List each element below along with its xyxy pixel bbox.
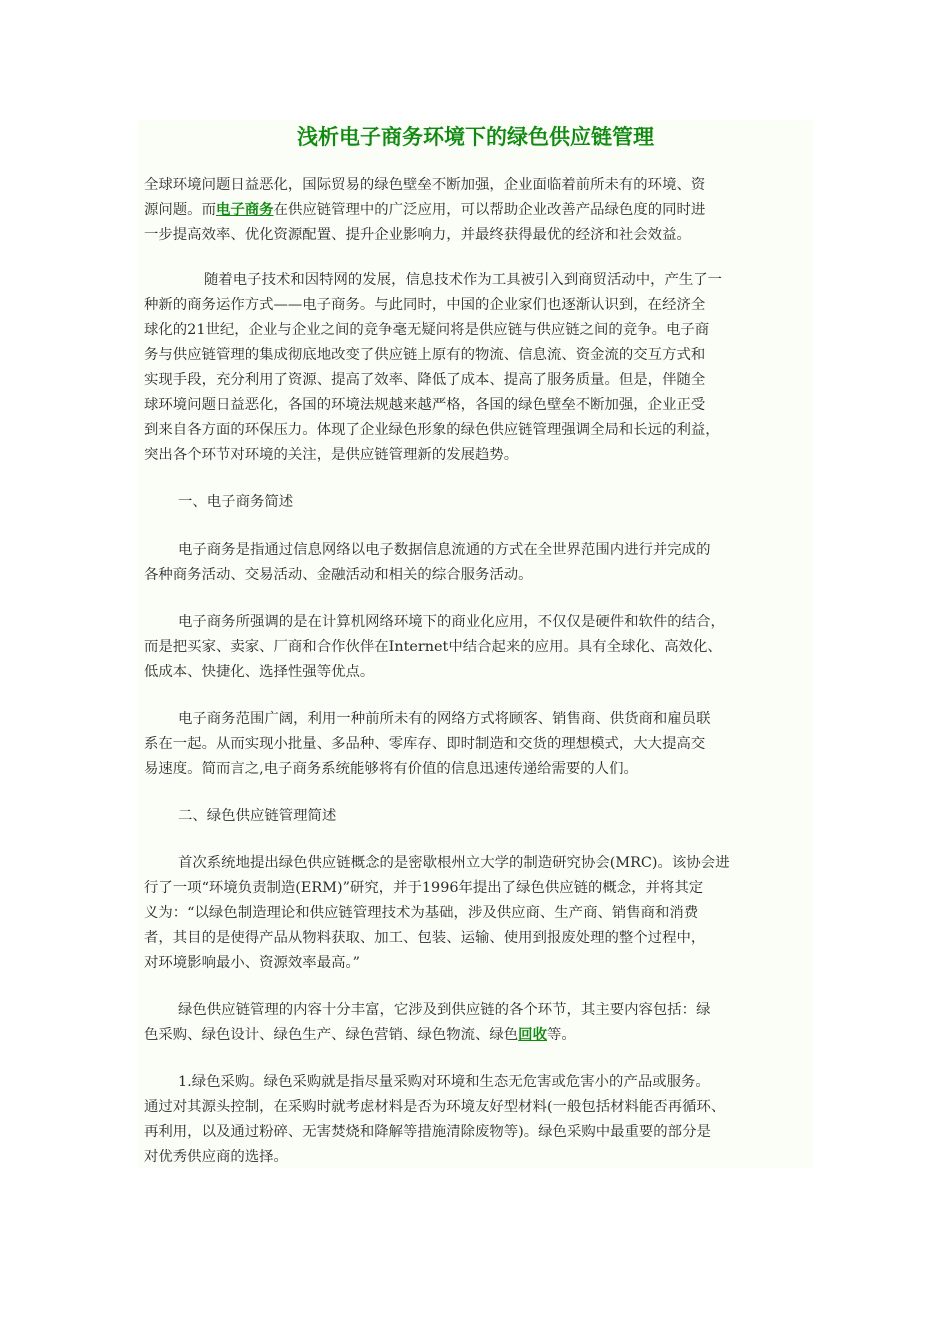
intro-text: 在供应链管理中的广泛应用，可以帮助企业改善产品绿色度的同时进 xyxy=(273,202,706,218)
paragraph-line: 电子商务范围广阔，利用一种前所未有的网络方式将顾客、销售商、供货商和雇员联 xyxy=(178,711,711,727)
paragraph-line: 电子商务是指通过信息网络以电子数据信息流通的方式在全世界范围内进行并完成的 xyxy=(178,542,711,558)
intro-line: 一步提高效率、优化资源配置、提升企业影响力，并最终获得最优的经济和社会效益。 xyxy=(144,227,691,243)
intro-text: 源问题。而 xyxy=(144,202,216,218)
paragraph-line: 种新的商务运作方式——电子商务。与此同时，中国的企业家们也逐渐认识到，在经济全 xyxy=(144,297,706,313)
paragraph-line: 行了一项“环境负责制造(ERM)”研究，并于1996年提出了绿色供应链的概念，并将其定 xyxy=(144,880,704,896)
paragraph-line: 随着电子技术和因特网的发展，信息技术作为工具被引入到商贸活动中，产生了一 xyxy=(204,272,723,288)
section-heading: 一、电子商务简述 xyxy=(178,494,294,510)
paragraph-line: 对优秀供应商的选择。 xyxy=(144,1149,288,1165)
paragraph-text: 等。 xyxy=(546,1027,576,1043)
paragraph-line: 球化的21世纪，企业与企业之间的竞争毫无疑问将是供应链与供应链之间的竞争。电子商 xyxy=(144,322,710,338)
paragraph-line: 通过对其源头控制，在采购时就考虑材料是否为环境友好型材料(一般包括材料能否再循环、 xyxy=(144,1099,726,1115)
recycling-link[interactable]: 回收 xyxy=(518,1027,547,1043)
paragraph-line: 首次系统地提出绿色供应链概念的是密歇根州立大学的制造研究协会(MRC)。该协会进 xyxy=(178,855,730,871)
paragraph-line: 务与供应链管理的集成彻底地改变了供应链上原有的物流、信息流、资金流的交互方式和 xyxy=(144,347,706,363)
paragraph-line: 到来自各方面的环保压力。体现了企业绿色形象的绿色供应链管理强调全局和长远的利益， xyxy=(144,422,720,438)
paragraph-line: 再利用，以及通过粉碎、无害焚烧和降解等措施清除废物等)。绿色采购中最重要的部分是 xyxy=(144,1124,711,1140)
paragraph-line: 者，其目的是使得产品从物料获取、加工、包装、运输、使用到报废处理的整个过程中， xyxy=(144,930,706,946)
paragraph-line: 系在一起。从而实现小批量、多品种、零库存、即时制造和交货的理想模式，大大提高交 xyxy=(144,736,706,752)
paragraph-line: 绿色供应链管理的内容十分丰富，它涉及到供应链的各个环节，其主要内容包括：绿 xyxy=(178,1002,711,1018)
page-title: 浅析电子商务环境下的绿色供应链管理 xyxy=(297,125,654,149)
intro-line xyxy=(144,200,705,220)
paragraph-text: 色采购、绿色设计、绿色生产、绿色营销、绿色物流、绿色 xyxy=(144,1027,519,1043)
paragraph-line: 球环境问题日益恶化，各国的环境法规越来越严格，各国的绿色壁垒不断加强，企业正受 xyxy=(144,397,706,413)
paragraph-line: 突出各个环节对环境的关注，是供应链管理新的发展趋势。 xyxy=(144,447,519,463)
paragraph-line: 低成本、快捷化、选择性强等优点。 xyxy=(144,664,375,680)
paragraph-line: 对环境影响最小、资源效率最高。” xyxy=(144,955,361,971)
section-heading: 二、绿色供应链管理简述 xyxy=(178,808,337,824)
paragraph-line: 而是把买家、卖家、厂商和合作伙伴在Internet中结合起来的应用。具有全球化、高效化、 xyxy=(144,639,722,655)
paragraph-line: 易速度。简而言之,电子商务系统能够将有价值的信息迅速传递给需要的人们。 xyxy=(144,761,638,777)
paragraph-line: 1.绿色采购。绿色采购就是指尽量采购对环境和生态无危害或危害小的产品或服务。 xyxy=(178,1074,710,1090)
ecommerce-link[interactable]: 电子商务 xyxy=(215,202,274,218)
paragraph-line: 义为：“以绿色制造理论和供应链管理技术为基础，涉及供应商、生产商、销售商和消费 xyxy=(144,905,699,921)
paragraph-line xyxy=(144,1025,576,1045)
intro-line: 全球环境问题日益恶化，国际贸易的绿色壁垒不断加强，企业面临着前所未有的环境、资 xyxy=(144,177,706,193)
paragraph-line: 各种商务活动、交易活动、金融活动和相关的综合服务活动。 xyxy=(144,567,533,583)
paragraph-line: 电子商务所强调的是在计算机网络环境下的商业化应用，不仅仅是硬件和软件的结合， xyxy=(178,614,725,630)
paragraph-line: 实现手段，充分利用了资源、提高了效率、降低了成本、提高了服务质量。但是，伴随全 xyxy=(144,372,706,388)
